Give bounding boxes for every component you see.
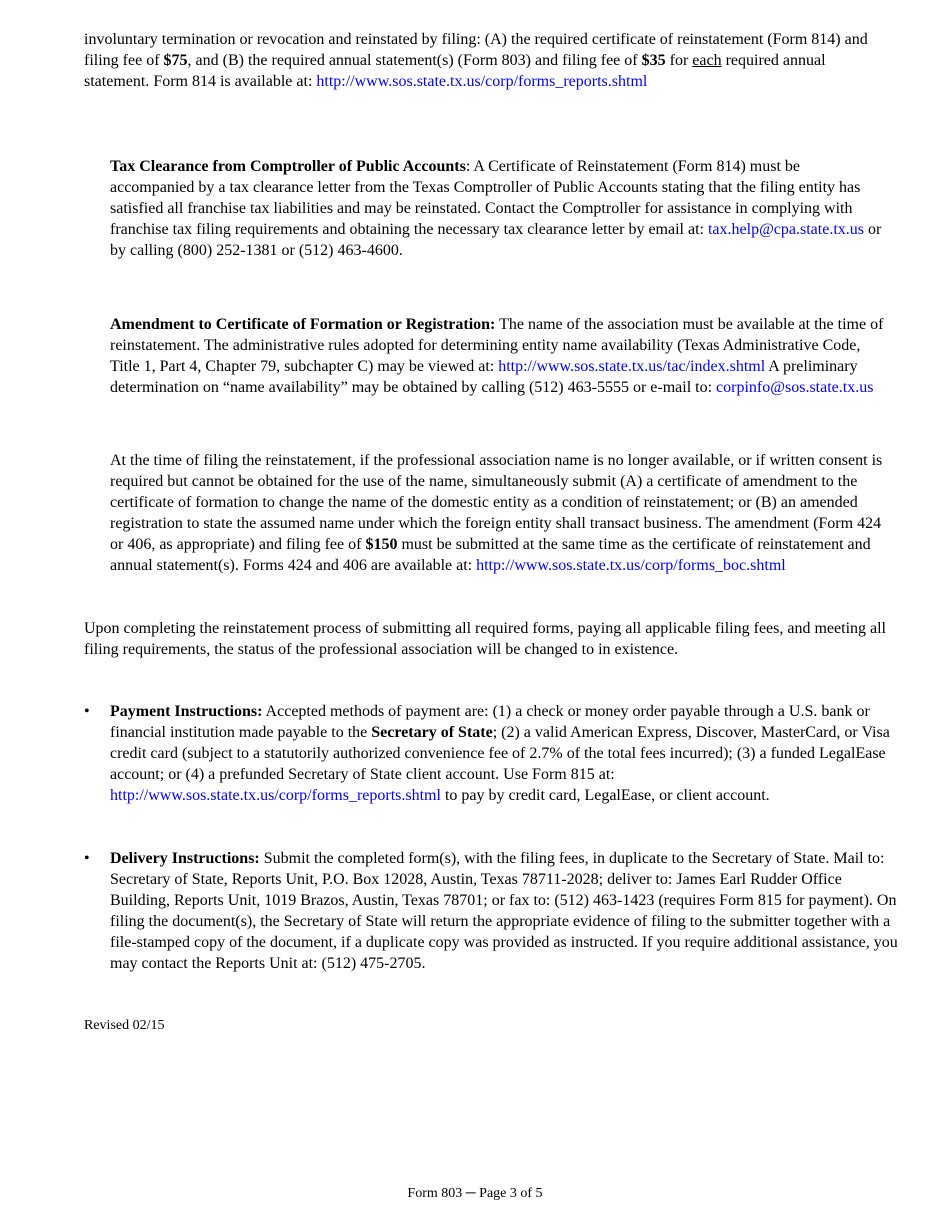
text: , and (B) the required annual statement(s) (Form 803) and filing fee of <box>187 51 642 69</box>
tax-clearance-paragraph <box>110 157 888 262</box>
delivery-instructions-bullet <box>84 849 900 974</box>
text: involuntary termination or revocation and reinstated by filing: (A) the required certificate of reinstatement (Form 814) and filing fee of <box>84 31 868 69</box>
name-availability-paragraph <box>110 451 888 576</box>
tax-help-email-link[interactable]: tax.help@cpa.state.tx.us <box>707 220 864 238</box>
fee-amount: $150 <box>365 535 398 553</box>
text: must be submitted at the same time as the certificate of reinstatement and annual statement(s). Forms 424 and 406 are available at: <box>110 535 871 574</box>
payment-instructions-bullet <box>84 702 900 807</box>
bullet-icon: • <box>84 703 90 720</box>
text: : A Certificate of Reinstatement (Form 814) must be accompanied by a tax clearance letter from the Texas Comptroller of Public Accounts stating that the filing entity has satisfied all franchise tax liabilities and may be reinstated. Contact the Comptroller for assistance in complying with franchise tax filing requirements and obtaining the necessary tax clearance letter by email at: <box>110 158 861 238</box>
amendment-paragraph <box>110 315 888 399</box>
corpinfo-email-link[interactable]: corpinfo@sos.state.tx.us <box>716 378 874 396</box>
forms-reports-link[interactable]: http://www.sos.state.tx.us/corp/forms_reports.shtml <box>316 72 648 90</box>
revised-date: Revised 02/15 <box>84 1018 165 1033</box>
text: for <box>665 51 693 69</box>
forms-reports-link[interactable]: http://www.sos.state.tx.us/corp/forms_reports.shtml <box>110 786 441 804</box>
section-heading: Tax Clearance from Comptroller of Public Accounts <box>110 158 466 175</box>
section-heading: Amendment to Certificate of Formation or Registration: <box>110 316 496 333</box>
underlined-text: each <box>692 51 722 69</box>
text: or by calling (800) 252-1381 or (512) 463-4600. <box>110 220 882 259</box>
text: A preliminary determination on “name availability” may be obtained by calling (512) 463-5555 or e-mail to: <box>110 357 858 396</box>
forms-boc-link[interactable]: http://www.sos.state.tx.us/corp/forms_boc.shtml <box>476 556 786 574</box>
tac-index-link[interactable]: http://www.sos.state.tx.us/tac/index.shtml <box>498 357 766 375</box>
text: Accepted methods of payment are: (1) a check or money order payable through a U.S. bank or financial institution made payable to the <box>110 703 870 741</box>
text: The name of the association must be available at the time of reinstatement. The administrative rules adopted for determining entity name availability (Texas Administrative Code, Title 1, Part 4, Chapter 79, subchapter C) may be viewed at: <box>110 316 884 375</box>
text: to pay by credit card, LegalEase, or client account. <box>440 786 770 804</box>
bold-text: Secretary of State <box>371 723 493 741</box>
fee-amount: $35 <box>641 51 666 69</box>
text: At the time of filing the reinstatement, if the professional association name is no longer available, or if written consent is required but cannot be obtained for the use of the name, simultaneously submit (A) a certificate of amendment to the certificate of formation to change the name of the domestic entity as a condition of reinstatement; or (B) an amended registration to state the assumed name under which the foreign entity shall transact business. The amendment (Form 424 or 406, as appropriate) and filing fee of <box>110 452 883 553</box>
completion-paragraph: Upon completing the reinstatement process of submitting all required forms, paying all applicable filing fees, and meeting all filing requirements, the status of the professional association will be changed to in existence. <box>84 620 886 658</box>
page-footer: Form 803 ─ Page 3 of 5 <box>407 1186 543 1201</box>
text: required annual statement. Form 814 is available at: <box>84 51 826 90</box>
text: ; (2) a valid American Express, Discover, MasterCard, or Visa credit card (subject to a statutorily authorized convenience fee of 2.7% of the total fees incurred); (3) a funded LegalEase account; or (4) a prefunded Secretary of State client account. Use Form 815 at: <box>110 723 890 783</box>
section-heading: Delivery Instructions: <box>110 850 260 867</box>
fee-amount: $75 <box>163 51 188 69</box>
section-heading: Payment Instructions: <box>110 703 263 720</box>
bullet-icon: • <box>84 850 90 867</box>
reinstatement-filing-paragraph <box>84 30 888 93</box>
text: Submit the completed form(s), with the filing fees, in duplicate to the Secretary of State. Mail to: Secretary of State, Reports Unit, P.O. Box 12028, Austin, Texas 78711-2028; deliver to: James Earl Rudder Office Building, Reports Unit, 1019 Brazos, Austin, Texas 78701; or fax to: (512) 463-1423 (requires Form 815 for payment). On filing the document(s), the Secretary of State will return the appropriate evidence of filing to the submitter together with a file-stamped copy of the document, if a duplicate copy was provided as instructed. If you require additional assistance, you may contact the Reports Unit at: (512) 475-2705. <box>110 850 898 972</box>
